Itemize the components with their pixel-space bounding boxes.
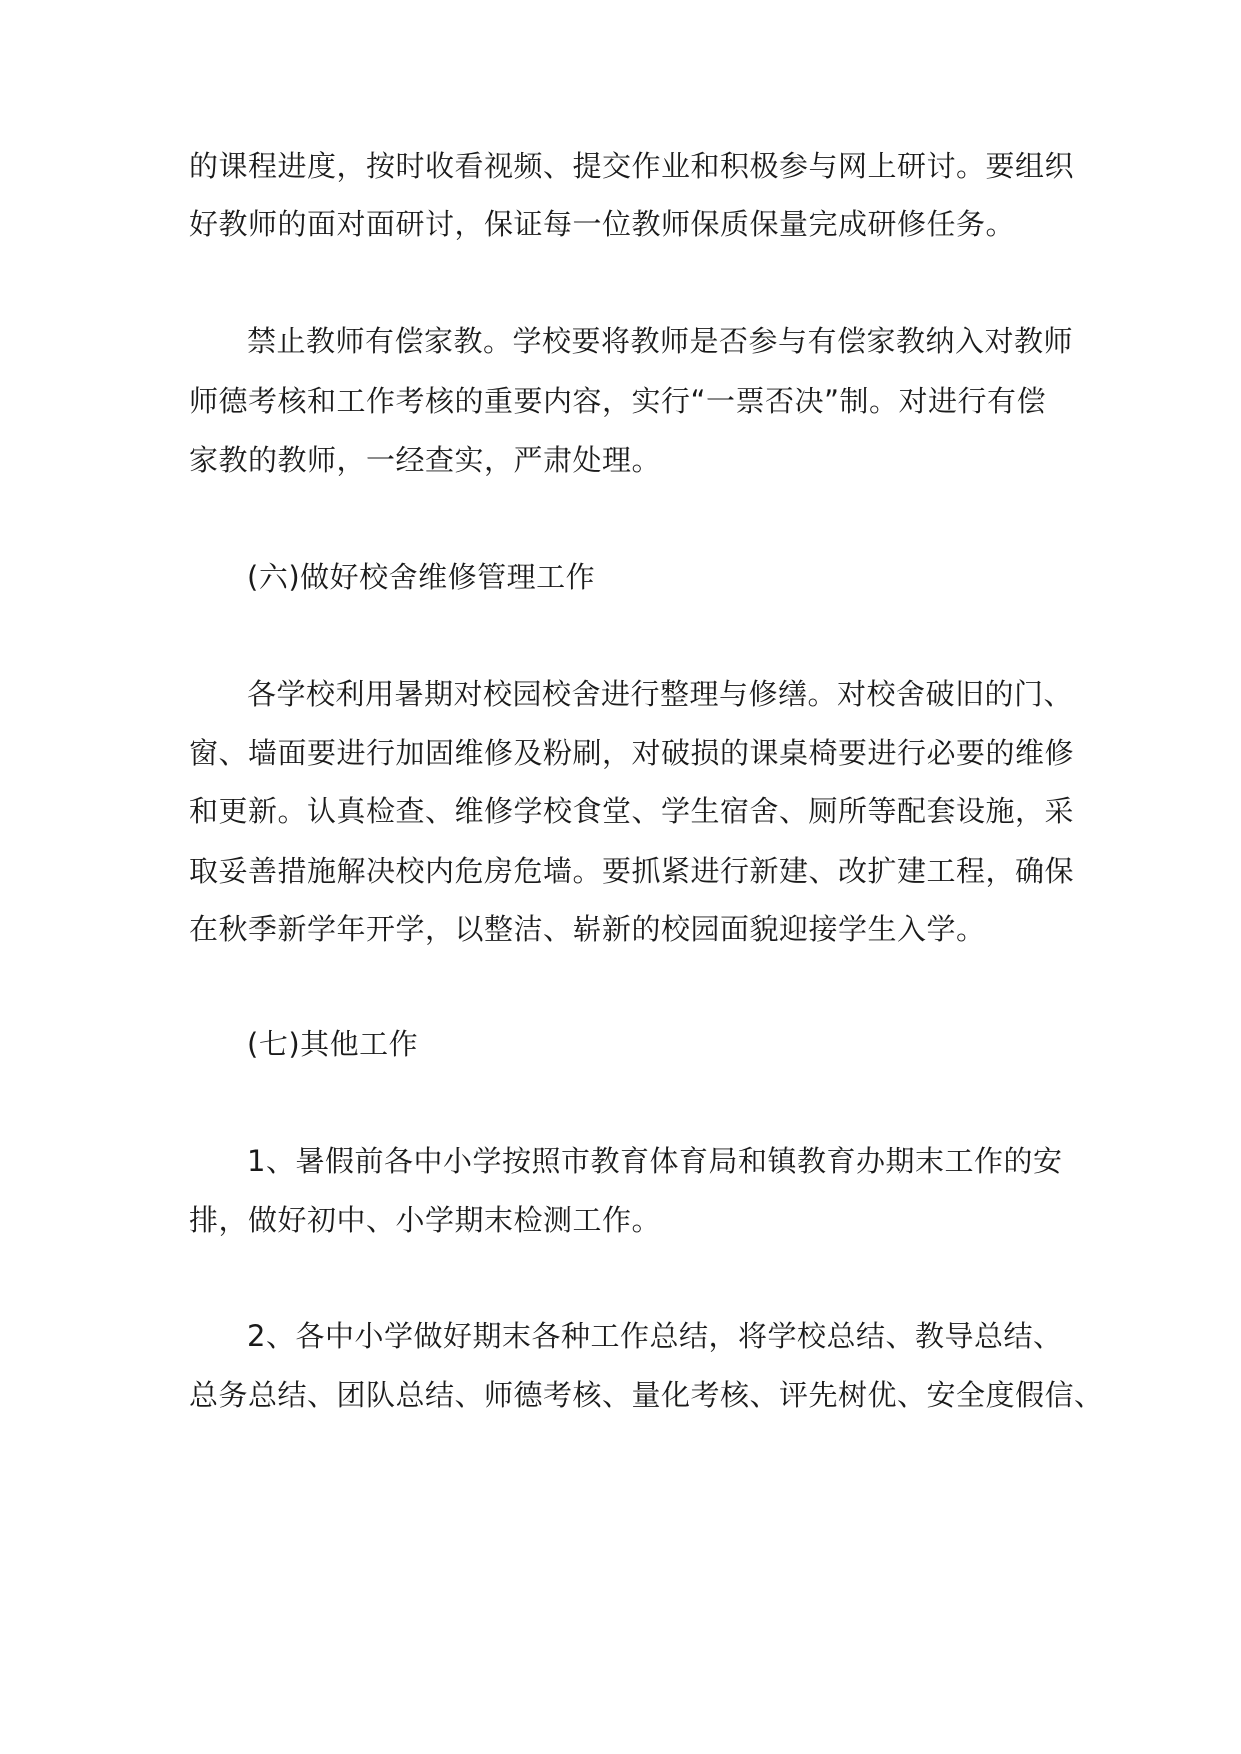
text-line: 禁止教师有偿家教。学校要将教师是否参与有偿家教纳入对教师 xyxy=(247,324,1074,358)
text-line: 在秋季新学年开学，以整洁、崭新的校园面貌迎接学生入学。 xyxy=(189,912,986,946)
section-title: (六)做好校舍维修管理工作 xyxy=(247,560,596,594)
text-line: 师德考核和工作考核的重要内容，实行“一票否决”制。对进行有偿 xyxy=(189,384,1047,418)
text-line: 窗、墙面要进行加固维修及粉刷，对破损的课桌椅要进行必要的维修 xyxy=(189,736,1075,770)
text-line: 家教的教师，一经查实，严肃处理。 xyxy=(189,443,662,477)
text-line: 1、暑假前各中小学按照市教育体育局和镇教育办期末工作的安 xyxy=(247,1144,1063,1178)
text-line: 总务总结、团队总结、师德考核、量化考核、评先树优、安全度假信、 xyxy=(189,1378,1104,1412)
text-line: 各学校利用暑期对校园校舍进行整理与修缮。对校舍破旧的门、 xyxy=(247,677,1074,711)
text-line: 好教师的面对面研讨，保证每一位教师保质保量完成研修任务。 xyxy=(189,207,1016,241)
section-title: (七)其他工作 xyxy=(247,1027,419,1061)
text-line: 排，做好初中、小学期末检测工作。 xyxy=(189,1203,662,1237)
text-line: 和更新。认真检查、维修学校食堂、学生宿舍、厕所等配套设施，采 xyxy=(189,794,1075,828)
text-line: 取妥善措施解决校内危房危墙。要抓紧进行新建、改扩建工程，确保 xyxy=(189,854,1075,888)
text-line: 2、各中小学做好期末各种工作总结，将学校总结、教导总结、 xyxy=(247,1319,1063,1353)
text-line: 的课程进度，按时收看视频、提交作业和积极参与网上研讨。要组织 xyxy=(189,149,1075,183)
